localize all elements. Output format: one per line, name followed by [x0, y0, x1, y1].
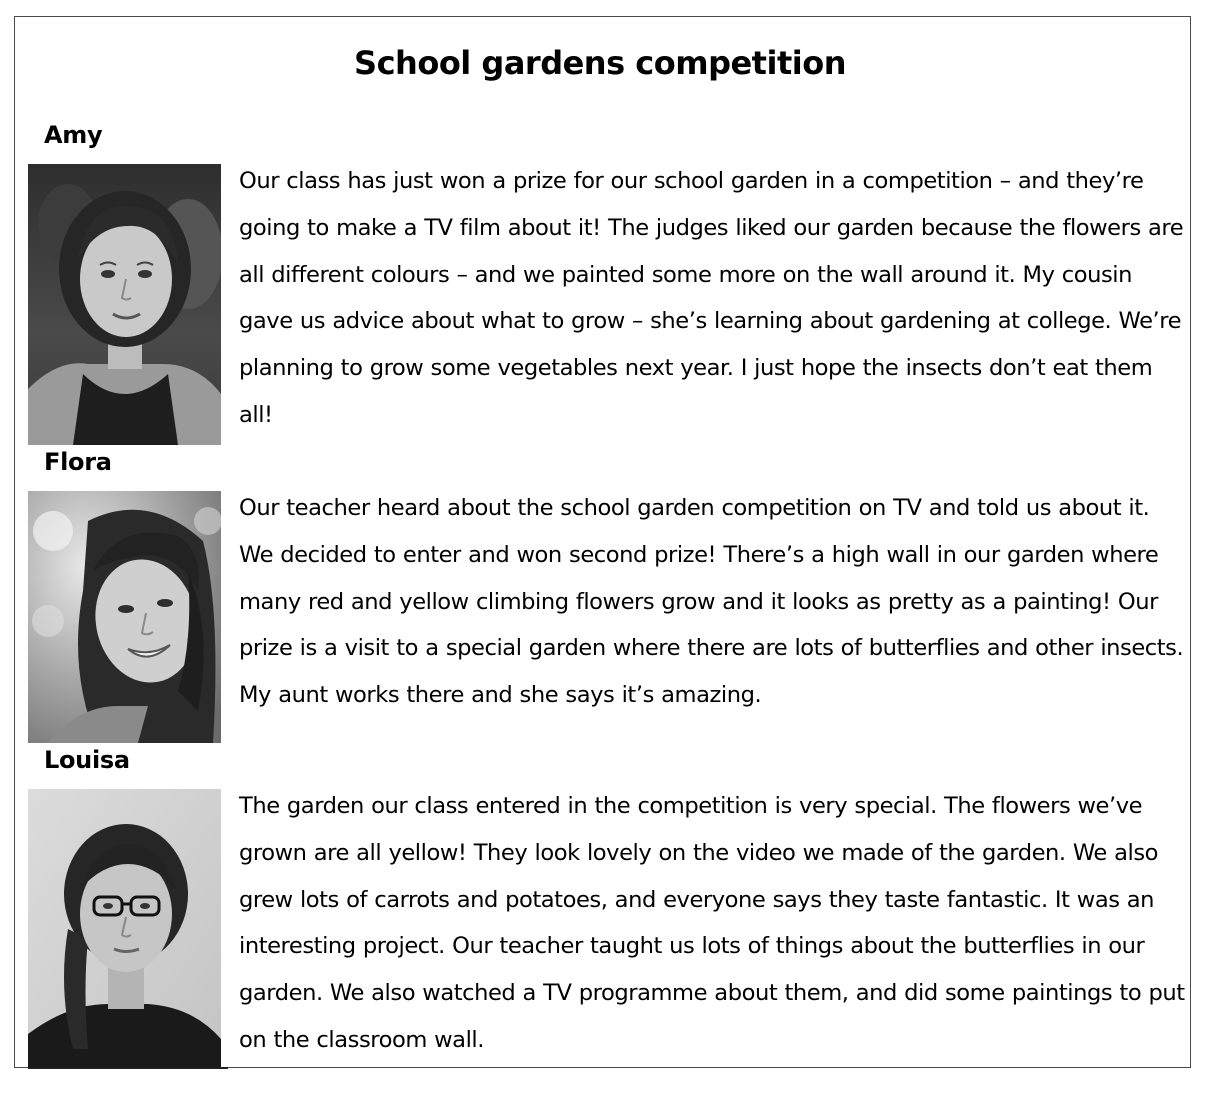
entry-text-amy: Our class has just won a prize for our school garden in a competition – and they’re going to make a TV film about it! The judges liked our garden because the flowers are all different colours – and we painted some more on the wall around it. My cousin gave us advice about what to grow – she’s learning about gardening at college. We’re planning to grow some vegetables next year. I just hope the insects don’t eat them all! — [239, 168, 1184, 428]
entry-text-louisa: The garden our class entered in the competition is very special. The flowers we’ve grown are all yellow! They look lovely on the video we made of the garden. We also grew lots of carrots and potatoes, and everyone says they taste fantastic. It was an interesting project. Our teacher taught us lots of things about the butterflies in our garden. We also watched a TV programme about them, and did some paintings to put on the classroom wall. — [239, 793, 1185, 1053]
louisa-photo — [28, 789, 221, 1069]
amy-photo — [28, 164, 221, 445]
entry-name-flora: Flora — [44, 448, 112, 476]
girl-portrait-icon — [28, 164, 221, 445]
entry-name-amy: Amy — [44, 121, 103, 149]
page-title: School gardens competition — [354, 44, 846, 82]
entry-text-flora: Our teacher heard about the school garden competition on TV and told us about it. We decided to enter and won second prize! There’s a high wall in our garden where many red and yellow climbing flowers grow and it looks as pretty as a painting! Our prize is a visit to a special garden where there are lots of butterflies and other insects. My aunt works there and she says it’s amazing. — [239, 495, 1184, 709]
flora-photo — [28, 491, 221, 743]
girl-portrait-icon — [28, 789, 221, 1069]
girl-portrait-icon — [28, 491, 221, 743]
entry-name-louisa: Louisa — [44, 746, 130, 774]
bottom-divider — [28, 1067, 228, 1069]
